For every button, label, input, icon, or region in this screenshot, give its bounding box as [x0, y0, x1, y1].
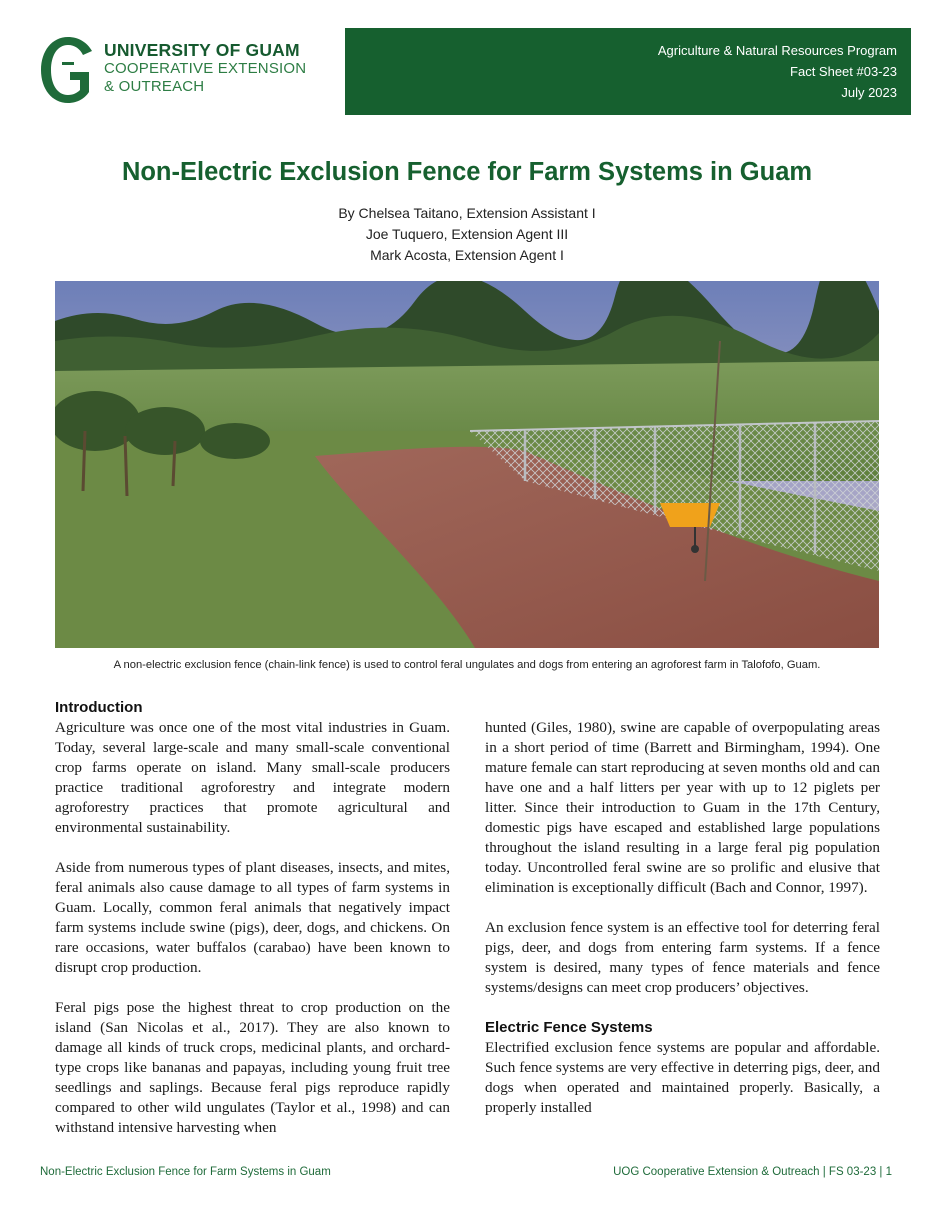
photo-illustration [55, 281, 879, 648]
farm-fence-photo [55, 281, 879, 648]
right-column [485, 718, 880, 1138]
publication-date: July 2023 [841, 85, 897, 100]
section-heading-introduction: Introduction [55, 699, 143, 716]
paragraph: hunted (Giles, 1980), swine are capable of overpopulating areas in a short period of time (Barrett and Birmingham, 1994). One mature female can start reproducing at seven months old and can have one and a half litters per year with up to 12 piglets per litter. Since their introduction to Guam in the 17th Century, domestic pigs have escaped and established large populations throughout the island resulting in a large feral pig population today. Uncontrolled feral swine are so prolific and elusive that elimination is exceptionally difficult (Bach and Connor, 1997). [485, 719, 880, 896]
logo-university-name: UNIVERSITY OF GUAM [104, 40, 300, 60]
author-line: Mark Acosta, Extension Agent I [370, 247, 564, 263]
author-list [0, 203, 934, 266]
fact-sheet-number: Fact Sheet #03-23 [790, 64, 897, 79]
left-column [55, 698, 450, 1158]
footer-title: Non-Electric Exclusion Fence for Farm Systems in Guam [40, 1166, 331, 1178]
section-heading-electric-fence: Electric Fence Systems [485, 1019, 653, 1036]
logo-text [104, 40, 306, 96]
photo-caption: A non-electric exclusion fence (chain-link fence) is used to control feral ungulates and dogs from entering an agroforest farm in Talofofo, Guam. [113, 659, 821, 671]
author-line: By Chelsea Taitano, Extension Assistant I [338, 205, 596, 221]
paragraph: Aside from numerous types of plant diseases, insects, and mites, feral animals also cause damage to all types of farm systems in Guam. Locally, common feral animals that negatively impact farm systems include swine (pigs), deer, dogs, and chickens. On rare occasions, water buffalos (carabao) have been known to disrupt crop production. [55, 859, 450, 976]
header-banner [345, 28, 911, 115]
paragraph: Electrified exclusion fence systems are popular and affordable. Such fence systems are very effective in deterring pigs, deer, and dogs when operated and maintained properly. Basically, a properly installed [485, 1039, 880, 1116]
program-name: Agriculture & Natural Resources Program [657, 43, 897, 58]
footer-page-info: UOG Cooperative Extension & Outreach | FS 03-23 | 1 [613, 1166, 892, 1178]
logo-extension-line: COOPERATIVE EXTENSION [104, 60, 307, 77]
university-logo [38, 34, 328, 106]
guam-g-logo-icon [38, 34, 98, 106]
logo-outreach-line: & OUTREACH [104, 78, 205, 95]
paragraph: An exclusion fence system is an effective tool for deterring feral pigs, deer, and dogs from entering farm systems. If a fence system is desired, many types of fence materials and fence systems/designs can meet crop producers’ objectives. [485, 919, 880, 996]
paragraph: Agriculture was once one of the most vital industries in Guam. Today, several large-scale and many small-scale conventional crop farms operate on island. Many small-scale producers practice traditional agroforestry and integrate modern agroforestry practices that promote agricultural and environmental sustainability. [55, 719, 450, 836]
page-title: Non-Electric Exclusion Fence for Farm Systems in Guam [121, 158, 813, 186]
paragraph: Feral pigs pose the highest threat to crop production on the island (San Nicolas et al., 2017). They are also known to damage all kinds of truck crops, medicinal plants, and orchard-type crops like bananas and papayas, including young fruit tree seedlings and saplings. Because feral pigs reproduce rapidly compared to other wild ungulates (Taylor et al., 1998) and can withstand intensive harvesting when [55, 999, 450, 1136]
author-line: Joe Tuquero, Extension Agent III [365, 226, 569, 242]
